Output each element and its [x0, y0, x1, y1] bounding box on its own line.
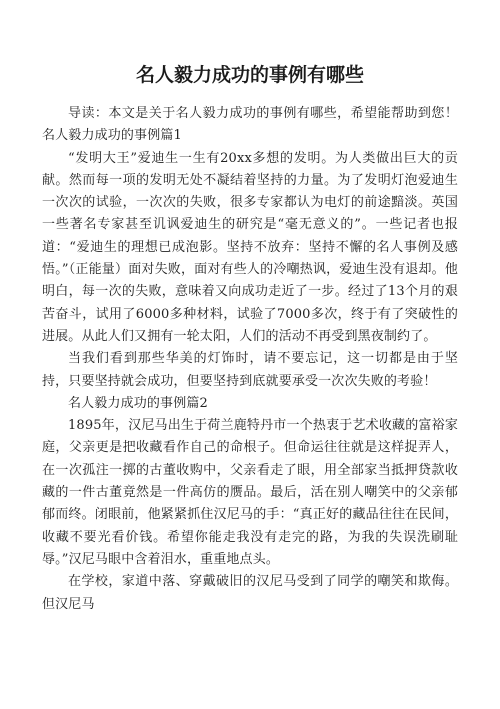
- intro-paragraph: 导读：本文是关于名人毅力成功的事例有哪些，希望能帮助到您！名人毅力成功的事例篇1: [42, 106, 458, 144]
- document-body: [42, 103, 458, 616]
- paragraph-hannema: 1895年，汉尼马出生于荷兰鹿特丹市一个热衷于艺术收藏的富裕家庭，父亲更是把收藏看作自己的命根子。但命运往往就是这样捉弄人，在一次孤注一掷的古董收购中，父亲看走了眼，用全部家当抵押贷款收藏的一件古董竟然是一件高仿的赝品。最后，活在别人嘲笑中的父亲郁郁而终。闭眼前，他紧紧抓住汉尼马的手：“真正好的藏品往往在民间，收藏不要光看价钱。希望你能走我没有走完的路，为我的失误洗刷耻辱。”汉尼马眼中含着泪水，重重地点头。: [42, 418, 458, 567]
- paragraph-edison-conclusion: 当我们看到那些华美的灯饰时，请不要忘记，这一切都是由于坚持，只要坚持就会成功，但要坚持到底就要承受一次次失败的考验！: [42, 351, 458, 389]
- paragraph-hannema-school: 在学校，家道中落、穿戴破旧的汉尼马受到了同学的嘲笑和欺侮。但汉尼马: [42, 574, 458, 612]
- document-title: 名人毅力成功的事例有哪些: [135, 64, 364, 86]
- paragraph-edison: “发明大王”爱迪生一生有20xx多想的发明。为人类做出巨大的贡献。然而每一项的发明无处不凝结着坚持的力量。为了发明灯泡爱迪生一次次的试验，一次次的失败，很多专家都认为电灯的前途黯淡。英国一些著名专家甚至讥讽爱迪生的研究是“毫无意义的”。一些记者也报道：“爱迪生的理想已成泡影。坚持不放弃：坚持不懈的名人事例及感悟。”（正能量）面对失败，面对有些人的冷嘲热讽，爱迪生没有退却。他明白，每一次的失败，意味着又向成功走近了一步。经过了13个月的艰苦奋斗，试用了6000多种材料，试验了7000多次，终于有了突破性的进展。从此人们又拥有一轮太阳，人们的活动不再受到黑夜制约了。: [42, 150, 458, 344]
- section-heading: 名人毅力成功的事例篇2: [68, 395, 208, 411]
